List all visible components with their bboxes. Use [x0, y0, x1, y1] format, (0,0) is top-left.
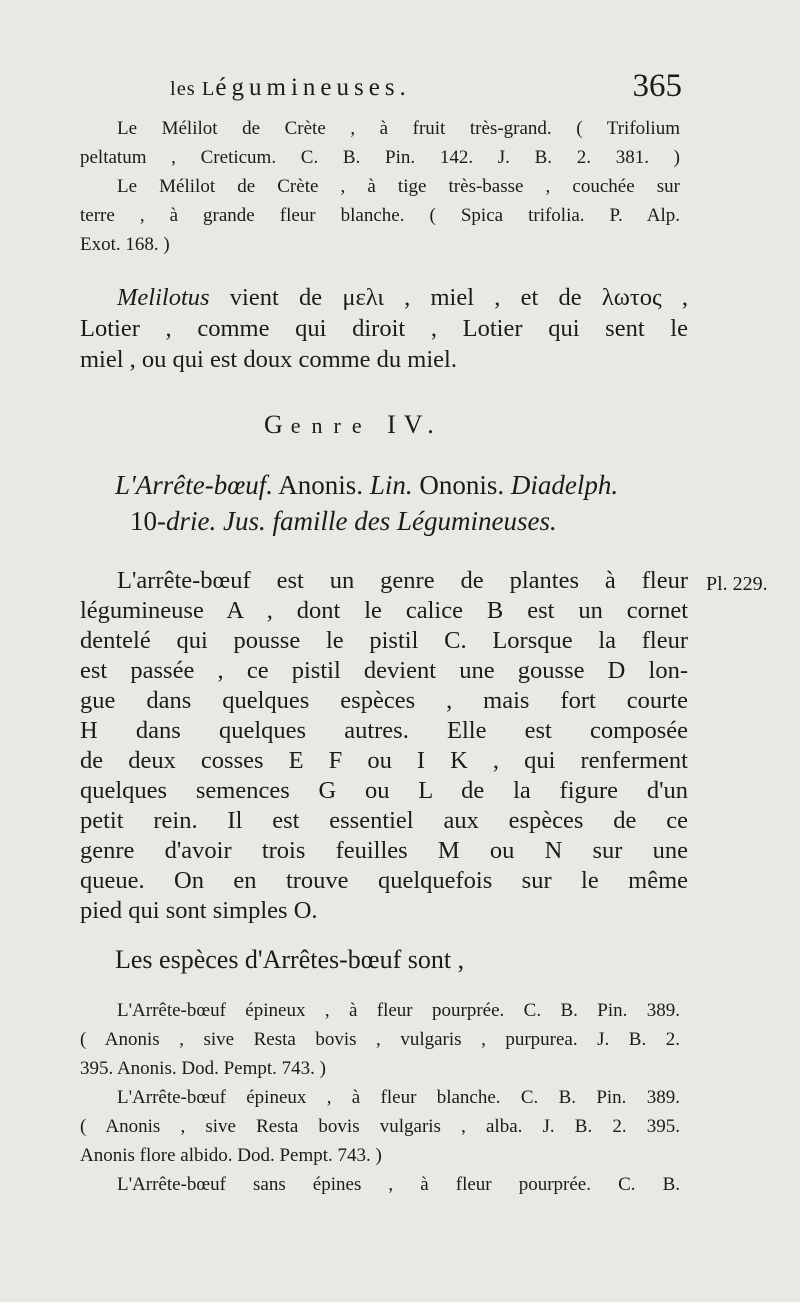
class-suffix: -drie. — [157, 506, 217, 536]
ononis-label: Ononis. — [419, 470, 505, 500]
description-line-6: H dans quelques autres. Elle est composée — [80, 717, 688, 744]
etymology-line-3: miel , ou qui est doux comme du miel. — [80, 346, 457, 373]
genus-name: L'Arrête-bœuf. — [115, 470, 274, 500]
running-head-rest: égumineuses. — [215, 74, 411, 101]
entry-line-3: Le Mélilot de Crète , à tige très-basse , couchée sur — [117, 176, 680, 197]
anonis-label: Anonis. — [278, 470, 364, 500]
genus-title-line-1 — [115, 470, 618, 501]
page-number: 365 — [632, 68, 682, 104]
species-line-5: ( Anonis , sive Resta bovis vulgaris , alba. J. B. 2. 395. — [80, 1116, 680, 1137]
genus-title-line-2 — [130, 506, 557, 537]
genre-caps: enre — [290, 413, 373, 438]
description-line-2: légumineuse A , dont le calice B est un cornet — [80, 597, 688, 624]
page-header — [170, 68, 682, 108]
lin-label: Lin. — [369, 470, 413, 500]
description-line-8: quelques semences G ou L de la figure d'un — [80, 777, 688, 804]
genre-first-letter: G — [264, 410, 291, 439]
species-line-1: L'Arrête-bœuf épineux , à fleur pourprée. C. B. Pin. 389. — [117, 1000, 680, 1021]
description-line-7: de deux cosses E F ou I K , qui renferment — [80, 747, 688, 774]
running-head-lead: les L — [170, 78, 216, 100]
entry-line-4: terre , à grande fleur blanche. ( Spica trifolia. P. Alp. — [80, 205, 680, 226]
description-line-3: dentelé qui pousse le pistil C. Lorsque la fleur — [80, 627, 688, 654]
etymology-line-1 — [117, 284, 688, 312]
melilotus-term: Melilotus — [117, 284, 210, 311]
entry-line-2: peltatum , Creticum. C. B. Pin. 142. J. B. 2. 381. ) — [80, 147, 680, 168]
famille-label: famille des Légumineuses. — [272, 506, 557, 536]
description-line-5: gue dans quelques espèces , mais fort courte — [80, 687, 688, 714]
genre-heading — [264, 410, 442, 440]
entry-line-1: Le Mélilot de Crète , à fruit très-grand. ( Trifolium — [117, 118, 680, 139]
species-line-6: Anonis flore albido. Dod. Pempt. 743. ) — [80, 1145, 382, 1166]
description-line-10: genre d'avoir trois feuilles M ou N sur une — [80, 837, 688, 864]
description-line-9: petit rein. Il est essentiel aux espèces de ce — [80, 807, 688, 834]
description-line-12: pied qui sont simples O. — [80, 897, 318, 924]
species-line-7: L'Arrête-bœuf sans épines , à fleur pourprée. C. B. — [117, 1174, 680, 1195]
description-line-1: L'arrête-bœuf est un genre de plantes à fleur — [117, 567, 688, 594]
etymology-line-1-rest: vient de μελι , miel , et de λωτος , — [229, 284, 688, 311]
entry-line-5: Exot. 168. ) — [80, 234, 170, 255]
running-head — [170, 74, 411, 102]
description-line-4: est passée , ce pistil devient une gousse D lon- — [80, 657, 688, 684]
species-heading: Les espèces d'Arrêtes-bœuf sont , — [115, 945, 465, 974]
class-number: 10 — [130, 506, 157, 536]
species-line-3: 395. Anonis. Dod. Pempt. 743. ) — [80, 1058, 326, 1079]
species-line-2: ( Anonis , sive Resta bovis , vulgaris , purpurea. J. B. 2. — [80, 1029, 680, 1050]
genre-numeral: IV. — [387, 410, 442, 439]
plate-reference: Pl. 229. — [706, 573, 768, 595]
jus-label: Jus. — [222, 506, 266, 536]
diadelph-label: Diadelph. — [510, 470, 619, 500]
etymology-line-2: Lotier , comme qui diroit , Lotier qui sent le — [80, 315, 688, 342]
description-line-11: queue. On en trouve quelquefois sur le même — [80, 867, 688, 894]
species-line-4: L'Arrête-bœuf épineux , à fleur blanche. C. B. Pin. 389. — [117, 1087, 680, 1108]
